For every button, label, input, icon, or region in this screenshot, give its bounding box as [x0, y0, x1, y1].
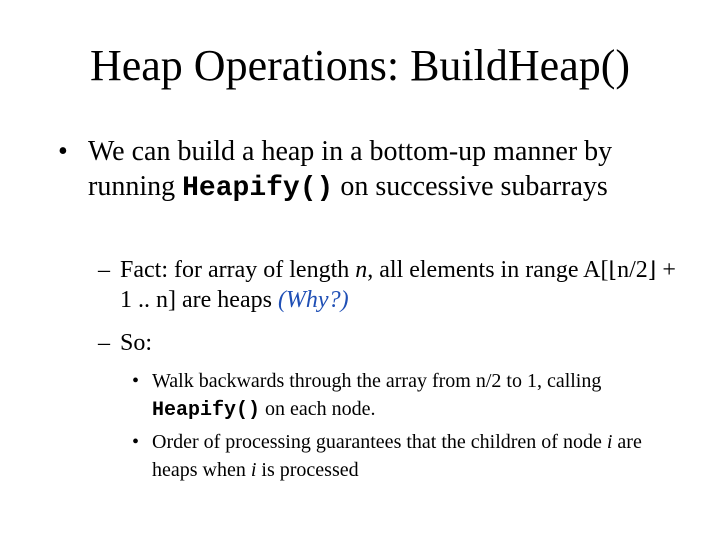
floor-right-symbol: ⌋: [647, 257, 657, 282]
floor-expression: n/2: [617, 257, 648, 283]
text-part: Fact: for array of length: [120, 257, 356, 283]
text-part: , all elements in range A[: [367, 257, 609, 283]
floor-left-symbol: ⌊: [608, 257, 618, 282]
text-part: Walk backwards through the array from n/2 to 1, calling: [152, 370, 602, 392]
bullet-marker: •: [58, 136, 68, 167]
slide-title: Heap Operations: BuildHeap(): [89, 41, 631, 90]
text-part: is processed: [256, 459, 359, 481]
code-heapify: Heapify(): [152, 399, 261, 422]
bullet-text-part: We can build a heap in a bottom-up manner by running: [88, 136, 613, 202]
text-part: are heaps when: [152, 431, 642, 481]
code-heapify: Heapify(): [182, 173, 334, 204]
bullet-marker: •: [132, 431, 140, 453]
bullet-text-part: on successive subarrays: [333, 171, 608, 202]
text-part: + 1 .. n] are heaps: [120, 257, 676, 313]
bullet-text: [88, 134, 688, 206]
var-i: i: [250, 459, 257, 481]
var-n: n: [355, 257, 368, 283]
subbullet-text: [120, 255, 680, 315]
subsubbullet-text: [152, 367, 672, 425]
dash-marker: –: [98, 257, 110, 283]
subbullet-text: So:: [120, 330, 153, 356]
bullet-marker: •: [132, 370, 140, 392]
text-part: Order of processing guarantees that the children of node: [152, 431, 607, 453]
why-question: (Why?): [277, 287, 349, 313]
var-i: i: [606, 431, 613, 453]
text-part: on each node.: [260, 398, 376, 420]
subsubbullet-text: [152, 428, 692, 484]
dash-marker: –: [98, 330, 110, 356]
